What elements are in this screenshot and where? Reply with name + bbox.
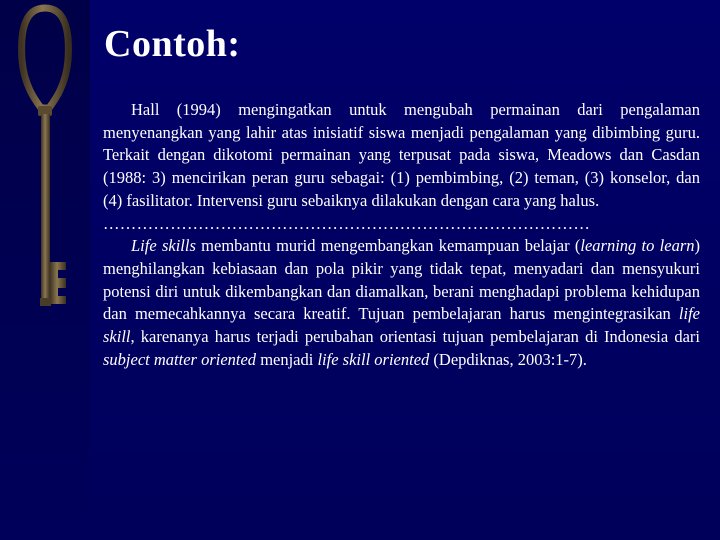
vintage-key-icon bbox=[0, 0, 90, 320]
term-subject-matter-oriented: subject matter oriented bbox=[103, 349, 257, 369]
text-segment: membantu murid mengembangkan kemampuan belajar ( bbox=[195, 236, 581, 256]
slide-title: Contoh: bbox=[104, 23, 241, 65]
paragraph-hall: Hall (1994) mengingatkan untuk mengubah permainan dari pengalaman menyenangkan yang lahir atas inisiatif siswa menjadi pengalaman yang dibimbing guru. Terkait dengan dikotomi permainan yang terpusat pada siswa, Meadows dan Casdan (1988: 3) mencirikan peran guru sebagai: (1) pembimbing, (2) teman, (3) konselor, dan (4) fasilitator. Intervensi guru sebaiknya dilakukan dengan cara yang halus. bbox=[103, 100, 700, 210]
paragraph-life-skills bbox=[103, 235, 700, 371]
term-learning-to-learn: learning to learn bbox=[580, 236, 695, 256]
text-segment: ) menghilangkan kebiasaan dan pola pikir yang tidak tepat, menyadari dan mensyukuri potensi diri untuk dikembangkan dan diamalkan, berani menghadapi problema kehidupan dan memecahkannya secara kreatif. Tujuan pembelajaran harus mengintegrasikan bbox=[103, 236, 700, 324]
text-segment: , karenanya harus terjadi perubahan orientasi tujuan pembelajaran di Indonesia dari bbox=[130, 327, 700, 347]
citation: (Depdiknas, 2003:1-7). bbox=[429, 349, 587, 369]
text-segment: menjadi bbox=[256, 349, 318, 369]
term-life-skill-oriented: life skill oriented bbox=[317, 349, 430, 369]
dotted-separator: …………………………………………………………………………… bbox=[103, 213, 591, 233]
term-life-skill: life skill bbox=[103, 304, 700, 347]
slide-body bbox=[103, 99, 700, 371]
term-life-skills: Life skills bbox=[131, 236, 196, 256]
